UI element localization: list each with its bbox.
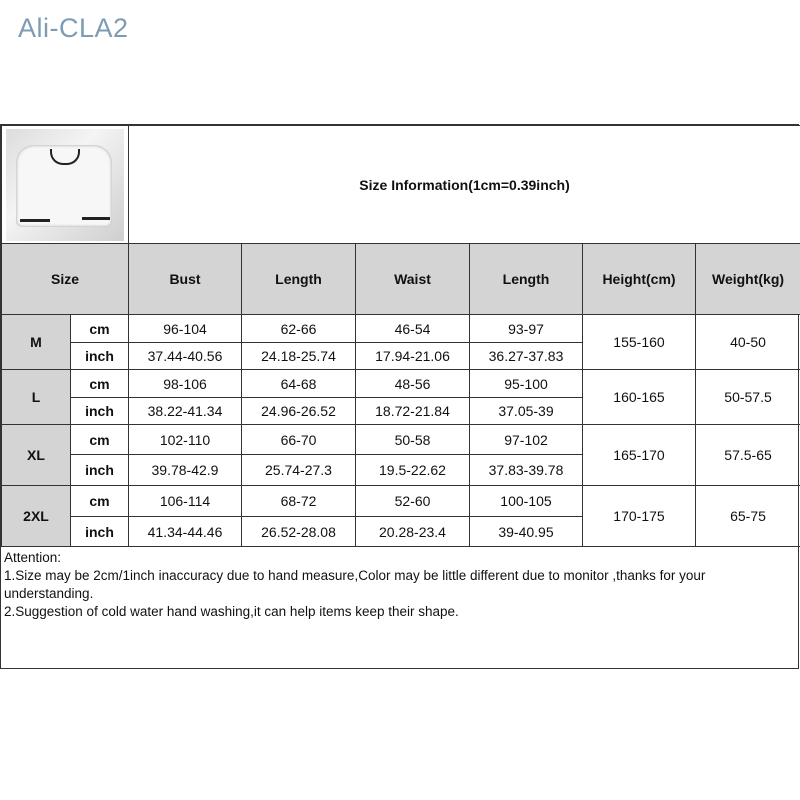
table-title: Size Information(1cm=0.39inch) [129,126,800,244]
table-cell: 17.94-21.06 [356,343,470,370]
header-length: Length [242,244,356,315]
notes-heading: Attention: [4,550,62,565]
table-cell: 97-102 [470,425,583,455]
table-cell: 39-40.95 [470,517,583,547]
header-weight: Weight(kg) [696,244,800,315]
table-cell: 52-60 [356,486,470,517]
table-cell: 96-104 [129,315,242,343]
table-cell: 102-110 [129,425,242,455]
table-cell: 48-56 [356,370,470,398]
attention-notes [4,549,794,621]
table-cell: 41.34-44.46 [129,517,242,547]
unit-cm: cm [71,315,129,343]
unit-cm: cm [71,486,129,517]
notes-line-2: 2.Suggestion of cold water hand washing,it can help items keep their shape. [4,604,459,619]
table-cell: 18.72-21.84 [356,398,470,425]
height-cell: 160-165 [583,370,696,425]
header-pants-length: Length [470,244,583,315]
size-m: M [2,315,71,370]
watermark: Ali-CLA2 [18,13,129,43]
notes-line-1: 1.Size may be 2cm/1inch inaccuracy due to hand measure,Color may be little different due to monitor ,thanks for your understanding. [4,568,706,601]
table-cell: 106-114 [129,486,242,517]
table-cell: 19.5-22.62 [356,455,470,486]
header-bust: Bust [129,244,242,315]
header-waist: Waist [356,244,470,315]
table-cell: 46-54 [356,315,470,343]
size-chart [0,124,799,669]
table-cell: 39.78-42.9 [129,455,242,486]
height-cell: 170-175 [583,486,696,547]
table-cell: 62-66 [242,315,356,343]
weight-cell: 65-75 [696,486,800,547]
unit-cm: cm [71,370,129,398]
unit-inch: inch [71,343,129,370]
height-cell: 155-160 [583,315,696,370]
header-height: Height(cm) [583,244,696,315]
table-cell: 68-72 [242,486,356,517]
sweater-image [6,129,124,241]
table-cell: 36.27-37.83 [470,343,583,370]
table-cell: 37.83-39.78 [470,455,583,486]
table-cell: 26.52-28.08 [242,517,356,547]
size-xl: XL [2,425,71,486]
table-cell: 95-100 [470,370,583,398]
table-cell: 64-68 [242,370,356,398]
table-cell: 24.96-26.52 [242,398,356,425]
table-cell: 66-70 [242,425,356,455]
table-cell: 20.28-23.4 [356,517,470,547]
size-2xl: 2XL [2,486,71,547]
size-table [1,125,800,547]
size-l: L [2,370,71,425]
weight-cell: 40-50 [696,315,800,370]
table-cell: 24.18-25.74 [242,343,356,370]
product-photo [2,126,129,244]
table-cell: 100-105 [470,486,583,517]
unit-inch: inch [71,398,129,425]
table-cell: 38.22-41.34 [129,398,242,425]
table-cell: 50-58 [356,425,470,455]
height-cell: 165-170 [583,425,696,486]
weight-cell: 57.5-65 [696,425,800,486]
unit-cm: cm [71,425,129,455]
table-cell: 93-97 [470,315,583,343]
header-size: Size [2,244,129,315]
unit-inch: inch [71,455,129,486]
table-cell: 37.44-40.56 [129,343,242,370]
table-cell: 37.05-39 [470,398,583,425]
weight-cell: 50-57.5 [696,370,800,425]
unit-inch: inch [71,517,129,547]
table-cell: 25.74-27.3 [242,455,356,486]
table-cell: 98-106 [129,370,242,398]
